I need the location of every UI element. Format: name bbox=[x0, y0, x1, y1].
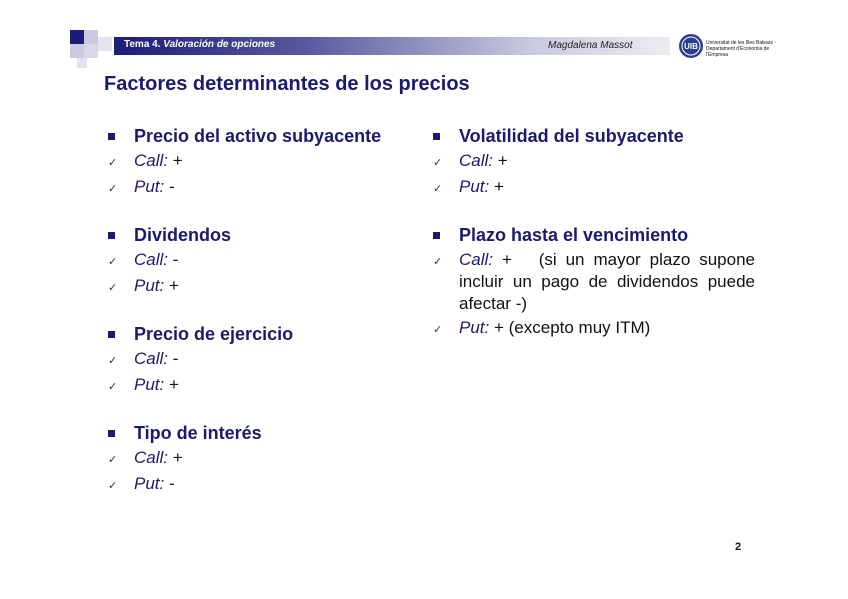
effect-value: + bbox=[489, 177, 504, 196]
checkmark-icon: ✓ bbox=[108, 480, 118, 492]
effect-text bbox=[134, 176, 175, 200]
effect-value: - bbox=[164, 474, 175, 493]
square-bullet-icon bbox=[108, 430, 115, 437]
effect-item bbox=[108, 150, 418, 174]
svg-text:UIB: UIB bbox=[684, 42, 698, 51]
checkmark-icon: ✓ bbox=[433, 157, 443, 169]
option-type-label: Call: bbox=[459, 250, 494, 269]
effect-text bbox=[459, 176, 504, 200]
factor-group bbox=[108, 421, 418, 497]
effect-value: + bbox=[493, 151, 508, 170]
factor-heading-text: Plazo hasta el vencimiento bbox=[459, 224, 689, 245]
factor-heading-text: Volatilidad del subyacente bbox=[459, 125, 684, 146]
factor-group bbox=[433, 223, 760, 341]
option-type-label: Put: bbox=[134, 375, 165, 394]
effect-value: + (si un mayor plazo supone incluir un pago de dividendos puede afectar -) bbox=[459, 250, 760, 313]
option-type-label: Call: bbox=[134, 250, 169, 269]
right-column bbox=[433, 124, 760, 364]
effect-text bbox=[134, 275, 179, 299]
option-type-label: Put: bbox=[459, 318, 490, 337]
checkmark-icon: ✓ bbox=[108, 157, 118, 169]
option-type-label: Put: bbox=[459, 177, 490, 196]
header-decoration bbox=[70, 30, 120, 70]
effect-text bbox=[134, 374, 179, 398]
factor-heading-text: Tipo de interés bbox=[134, 422, 262, 443]
effect-item bbox=[108, 348, 418, 372]
square-bullet-icon bbox=[433, 232, 440, 239]
factor-heading-text: Precio de ejercicio bbox=[134, 323, 294, 344]
checkmark-icon: ✓ bbox=[433, 183, 443, 195]
effect-value: + bbox=[164, 276, 179, 295]
university-logo-icon bbox=[678, 33, 704, 59]
checkmark-icon: ✓ bbox=[108, 256, 118, 268]
effect-text bbox=[134, 473, 175, 497]
checkmark-icon: ✓ bbox=[108, 381, 118, 393]
factor-heading bbox=[433, 124, 755, 148]
factor-heading bbox=[433, 223, 755, 247]
effect-item bbox=[433, 249, 760, 315]
effect-item bbox=[433, 317, 755, 341]
factor-heading bbox=[108, 223, 418, 247]
slide-title: Factores determinantes de los precios bbox=[104, 73, 470, 95]
header-topic bbox=[124, 39, 275, 50]
effect-text bbox=[459, 249, 760, 315]
effect-value: - bbox=[168, 349, 179, 368]
option-type-label: Call: bbox=[134, 448, 169, 467]
header-author: Magdalena Massot bbox=[548, 40, 633, 51]
effect-text bbox=[134, 348, 178, 372]
option-type-label: Call: bbox=[134, 349, 169, 368]
checkmark-icon: ✓ bbox=[108, 355, 118, 367]
effect-value: - bbox=[164, 177, 175, 196]
factor-group bbox=[108, 124, 418, 200]
effect-value: + bbox=[164, 375, 179, 394]
square-bullet-icon bbox=[108, 331, 115, 338]
left-column bbox=[108, 124, 418, 520]
checkmark-icon: ✓ bbox=[108, 282, 118, 294]
page-number: 2 bbox=[735, 541, 742, 553]
topic-number: Tema 4. bbox=[124, 39, 161, 50]
factor-group bbox=[108, 223, 418, 299]
option-type-label: Put: bbox=[134, 276, 165, 295]
checkmark-icon: ✓ bbox=[433, 324, 443, 336]
effect-text bbox=[459, 317, 650, 341]
effect-value: + bbox=[168, 448, 183, 467]
checkmark-icon: ✓ bbox=[433, 256, 443, 268]
effect-item bbox=[433, 150, 755, 174]
checkmark-icon: ✓ bbox=[108, 183, 118, 195]
effect-item bbox=[108, 249, 418, 273]
logo-text: Universitat de les Illes Balears · Departament d'Economia de l'Empresa bbox=[706, 40, 777, 58]
factor-group bbox=[108, 322, 418, 398]
option-type-label: Call: bbox=[134, 151, 169, 170]
effect-item bbox=[108, 275, 418, 299]
effect-item bbox=[108, 447, 418, 471]
effect-value: + bbox=[168, 151, 183, 170]
checkmark-icon: ✓ bbox=[108, 454, 118, 466]
effect-text bbox=[459, 150, 508, 174]
square-bullet-icon bbox=[108, 133, 115, 140]
factor-heading bbox=[108, 421, 418, 445]
option-type-label: Put: bbox=[134, 474, 165, 493]
factor-heading-text: Dividendos bbox=[134, 224, 232, 245]
factor-group bbox=[433, 124, 755, 200]
square-bullet-icon bbox=[433, 133, 440, 140]
effect-value: + (excepto muy ITM) bbox=[489, 318, 651, 337]
factor-heading-text: Precio del activo subyacente bbox=[134, 125, 382, 146]
option-type-label: Put: bbox=[134, 177, 165, 196]
topic-title: Valoración de opciones bbox=[163, 39, 276, 50]
factor-heading bbox=[108, 124, 418, 148]
effect-item bbox=[433, 176, 755, 200]
effect-text bbox=[134, 447, 183, 471]
square-bullet-icon bbox=[108, 232, 115, 239]
factor-heading bbox=[108, 322, 418, 346]
effect-item bbox=[108, 176, 418, 200]
effect-item bbox=[108, 473, 418, 497]
effect-text bbox=[134, 249, 178, 273]
effect-value: - bbox=[168, 250, 179, 269]
effect-text bbox=[134, 150, 183, 174]
effect-item bbox=[108, 374, 418, 398]
option-type-label: Call: bbox=[459, 151, 494, 170]
